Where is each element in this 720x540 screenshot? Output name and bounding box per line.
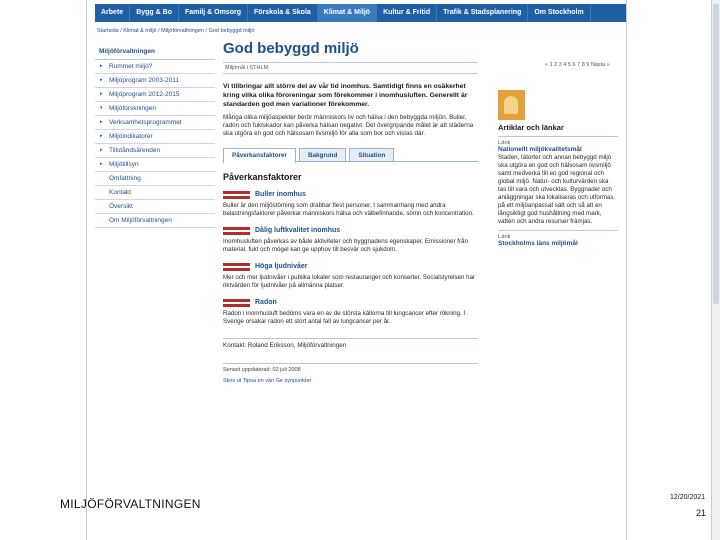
factor-text: Buller är den miljöstörning som drabbar flest personer. I sammanhang med andra belastningsfaktorer påverkar människors hälsa och välbefinnande, sömn och koncentration.: [223, 202, 474, 217]
factor-title[interactable]: Höga ljudnivåer: [255, 263, 308, 270]
leftnav-item[interactable]: Om Miljöförvaltningen: [95, 214, 215, 228]
leftnav-item-expanded[interactable]: ▾ Miljöforskningen: [95, 102, 215, 116]
last-updated: Senast uppdaterad: 02 juli 2008: [223, 363, 478, 373]
factor-title[interactable]: Dålig luftkvalitet inomhus: [255, 227, 341, 234]
factor-marker: [223, 304, 250, 307]
sidebar-link[interactable]: Nationellt miljökvalitetsmål: [498, 146, 582, 153]
meta-label: Miljömål i STHLM: [225, 65, 269, 71]
tab-bakgrund[interactable]: Bakgrund: [299, 148, 346, 161]
breadcrumb[interactable]: Startsida / Klimat & miljö / Miljöförvaltningen / God bebyggd miljö: [97, 28, 255, 34]
nav-tab[interactable]: Trafik & Stadsplanering: [437, 4, 528, 22]
leftnav-item[interactable]: Översikt: [95, 200, 215, 214]
nav-tab[interactable]: Om Stockholm: [528, 4, 590, 22]
factor-block: [223, 261, 478, 290]
section-heading: Påverkansfaktorer: [223, 172, 302, 182]
body-text: Många olika miljöaspekter berör människors liv och hälsa i den bebyggda miljön. Buller, radon och fuktskador kan påverka hälsan negativt. Det övergripande målet är att städerna ska utgöra en god och hälsosam livsmiljö för alla som bor och vistas där.: [223, 114, 474, 137]
factor-title[interactable]: Buller inomhus: [255, 191, 306, 198]
leftnav-heading[interactable]: Miljöförvaltningen: [95, 46, 215, 60]
link-label: Länk: [498, 140, 511, 146]
page-title: God bebyggd miljö: [223, 40, 359, 57]
sidebar-title: Artiklar och länkar: [498, 123, 564, 132]
leftnav-item[interactable]: ▸ Rummet miljö?: [95, 60, 215, 74]
divider: [498, 230, 618, 231]
sidebar-text: Staden, tätorter och annan bebyggd miljö ska utgöra en god och hälsosam livsmiljö samt medverka till en god regional och global miljö. Natur- och kulturvärden ska tas till vara och utvecklas. Byggnader och anläggningar ska lokaliseras och utformas på ett miljöanpassat sätt och så att en långsiktigt god hushållning med mark, vatten och andra resurser främjas.: [498, 154, 614, 225]
arrow-down-icon: ▾: [100, 105, 103, 111]
slide-footer-label: MILJÖFÖRVALTNINGEN: [60, 497, 201, 511]
leftnav-item[interactable]: Kontakt: [95, 186, 215, 200]
nav-tab[interactable]: Arbete: [95, 4, 130, 22]
top-navigation: [95, 4, 627, 22]
meta-bar: [223, 62, 478, 74]
leftnav-item[interactable]: ▸ Miljöprogram 2012-2015: [95, 88, 215, 102]
page-pager[interactable]: « 1 2 3 4 5 6 7 8 9 Nästa »: [545, 62, 610, 68]
person-figure-icon: [504, 96, 518, 114]
arrow-right-icon: ▸: [100, 63, 103, 69]
tab-paverkansfaktorer[interactable]: Påverkansfaktorer: [223, 148, 296, 163]
factor-title[interactable]: Radon: [255, 299, 277, 306]
nav-tab[interactable]: Familj & Omsorg: [179, 4, 248, 22]
slide-date: 12/20/2021: [670, 494, 706, 501]
nav-tab[interactable]: Förskola & Skola: [248, 4, 318, 22]
factor-marker: [223, 268, 250, 271]
slide-page-number: 21: [696, 508, 707, 518]
factor-block: [223, 297, 478, 326]
vertical-scrollbar[interactable]: [711, 0, 720, 540]
factor-text: Inomhusluften påverkas av både aktiviteter och byggnadens egenskaper. Emissioner från material, fukt och mögel kan ge upphov till besvär och sjukdom.: [223, 238, 468, 253]
arrow-right-icon: ▸: [100, 119, 103, 125]
arrow-right-icon: ▸: [100, 147, 103, 153]
factor-marker: [223, 196, 250, 199]
leftnav-item[interactable]: ▸ Miljöindikatorer: [95, 130, 215, 144]
factor-marker: [223, 299, 250, 302]
leftnav-item[interactable]: ▸ Tillståndsärenden: [95, 144, 215, 158]
factor-marker: [223, 191, 250, 194]
arrow-right-icon: ▸: [100, 91, 103, 97]
factor-block: [223, 225, 478, 254]
ingress-text: Vi tillbringar allt större del av vår tid inomhus. Samtidigt finns en osäkerhet kring vilka olika föroreningar som förekommer i inomhusluften. Generellt är standarden god men variationer förekommer.: [223, 83, 468, 108]
main-content: [223, 40, 478, 384]
contact-line[interactable]: Kontakt: Roland Eriksson, Miljöförvaltningen: [223, 338, 478, 349]
factor-marker: [223, 227, 250, 230]
factor-marker: [223, 263, 250, 266]
page-tools-links[interactable]: Skriv ut Tipsa en vän Ge synpunkter: [223, 378, 312, 384]
arrow-right-icon: ▸: [100, 133, 103, 139]
arrow-right-icon: ▸: [100, 161, 103, 167]
content-tabs: [223, 148, 478, 162]
factor-text: Mer och mer ljudnivåer i publika lokaler som restauranger och konserter. Socialstyrelsen har riktvärden för ljudnivåer på allmänna platser.: [223, 274, 476, 289]
nav-tab-active[interactable]: Klimat & Miljö: [318, 4, 377, 22]
browser-page: [86, 0, 627, 540]
link-label: Länk: [498, 234, 511, 240]
scrollbar-thumb[interactable]: [713, 4, 719, 304]
tab-situation[interactable]: Situation: [349, 148, 394, 161]
arrow-right-icon: ▸: [100, 77, 103, 83]
leftnav-item[interactable]: ▸ Miljöprogram 2003-2011: [95, 74, 215, 88]
right-sidebar: [498, 90, 618, 247]
article-thumbnail-image: [498, 90, 525, 120]
left-navigation: [95, 46, 215, 228]
divider: [498, 136, 618, 137]
leftnav-item[interactable]: ▸ Miljötillsyn: [95, 158, 215, 172]
sidebar-link[interactable]: Stockholms läns miljömål: [498, 240, 578, 247]
nav-tab[interactable]: Kultur & Fritid: [377, 4, 437, 22]
leftnav-item[interactable]: ▸ Verksamhetsprogrammet: [95, 116, 215, 130]
factor-text: Radon i inomhusluft bedöms vara en av de största källorna till lungcancer efter rökning. I Sverige orsakar radon ett stort antal fall av lungcancer per år.: [223, 310, 466, 325]
factor-marker: [223, 232, 250, 235]
factor-block: [223, 189, 478, 218]
nav-tab[interactable]: Bygg & Bo: [130, 4, 179, 22]
leftnav-item[interactable]: Omfattning: [95, 172, 215, 186]
